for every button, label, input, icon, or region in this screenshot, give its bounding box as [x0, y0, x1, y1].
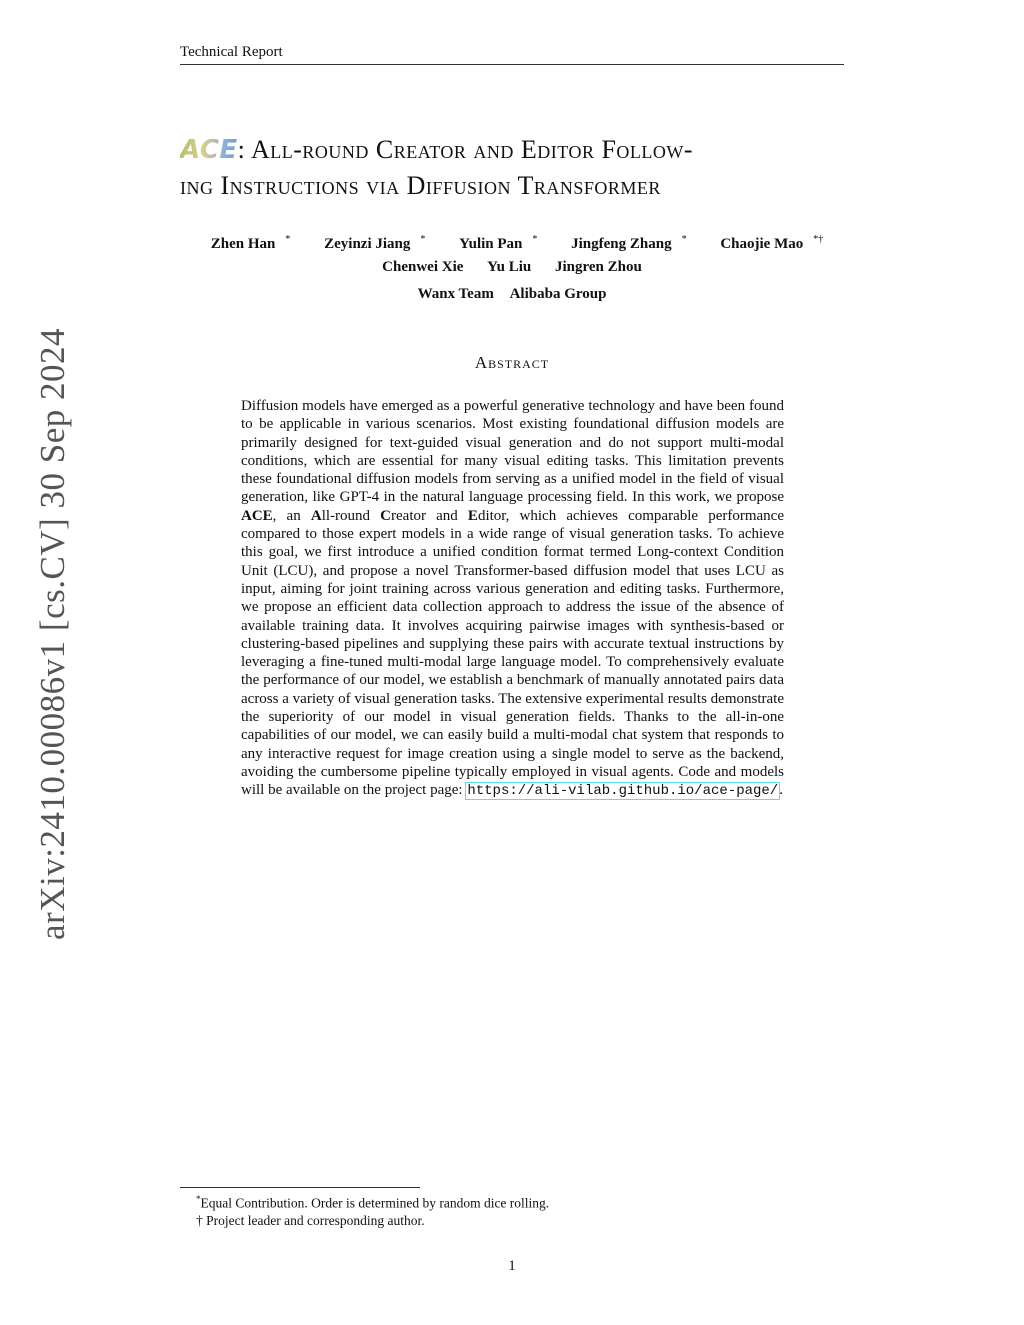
ace-logo: ACE [180, 135, 238, 165]
author-row-2 [180, 256, 844, 279]
project-page-link[interactable]: https://ali-vilab.github.io/ace-page/ [467, 783, 779, 800]
author: Yu Liu [487, 259, 532, 275]
arxiv-identifier-stamp: arXiv:2410.00086v1 [cs.CV] 30 Sep 2024 [33, 327, 72, 940]
affiliation-team: Wanx Team [417, 286, 494, 302]
footnote-equal-contribution: *Equal Contribution. Order is determined by random dice rolling. [196, 1194, 550, 1211]
author: Chaojie Mao *† [720, 234, 824, 252]
footnote-divider [180, 1187, 420, 1188]
affiliation [180, 286, 844, 303]
author: Yulin Pan * [459, 234, 538, 252]
author: Chenwei Xie [382, 259, 464, 275]
footnotes [196, 1191, 836, 1229]
title-line-1: : All-round Creator and Editor Follow- [237, 135, 694, 164]
author-list [180, 228, 844, 279]
footnote-project-leader: † Project leader and corresponding author. [196, 1212, 425, 1228]
author: Jingren Zhou [554, 259, 642, 275]
abstract-heading: Abstract [474, 353, 550, 372]
abstract-text: Diffusion models have emerged as a powerful generative technology and have been found to be applicable in various scenarios. Most existing foundational diffusion models are primarily designed for text-guided visual generation and do not support multi-modal conditions, which are essential for many visual editing tasks. This limitation prevents these foundational diffusion models from serving as a unified model in the field of visual generation, like GPT-4 in the natural language processing field. In this work, we propose ACE, an All-round Creator and Editor, which achieves comparable performance compared to those expert models in a wide range of visual generation tasks. To achieve this goal, we first introduce a unified condition format termed Long-context Condition Unit (LCU), and propose a novel Transformer-based diffusion model that uses LCU as input, aiming for joint training across various generation and editing tasks. Furthermore, we propose an efficient data collection approach to address the issue of the absence of available training data. It involves acquiring pairwise images with synthesis-based or clustering-based pipelines and supplying these pairs with accurate textual instructions by leveraging a fine-tuned multi-modal large language model. To comprehensively evaluate the performance of our model, we establish a benchmark of manually annotated pairs data across a variety of visual generation tasks. The extensive experimental results demonstrate the superiority of our model in visual generation fields. Thanks to the all-in-one capabilities of our model, we can easily build a multi-modal chat system that responds to any interactive request for image creation using a single model to serve as the backend, avoiding the cumbersome pipeline typically employed in visual agents. Code and models will be available on the project page: https://ali-vilab.github.io/ace-page/. [241, 398, 784, 800]
author-row-1 [180, 228, 844, 256]
author: Zhen Han * [210, 234, 291, 252]
paper-title [180, 132, 844, 203]
author: Zeyinzi Jiang * [324, 234, 426, 252]
running-header: Technical Report [180, 44, 844, 65]
page-number: 1 [508, 1258, 516, 1274]
affiliation-org: Alibaba Group [509, 286, 607, 302]
title-line-2: ing Instructions via Diffusion Transformer [180, 171, 661, 200]
author: Jingfeng Zhang * [571, 234, 687, 252]
